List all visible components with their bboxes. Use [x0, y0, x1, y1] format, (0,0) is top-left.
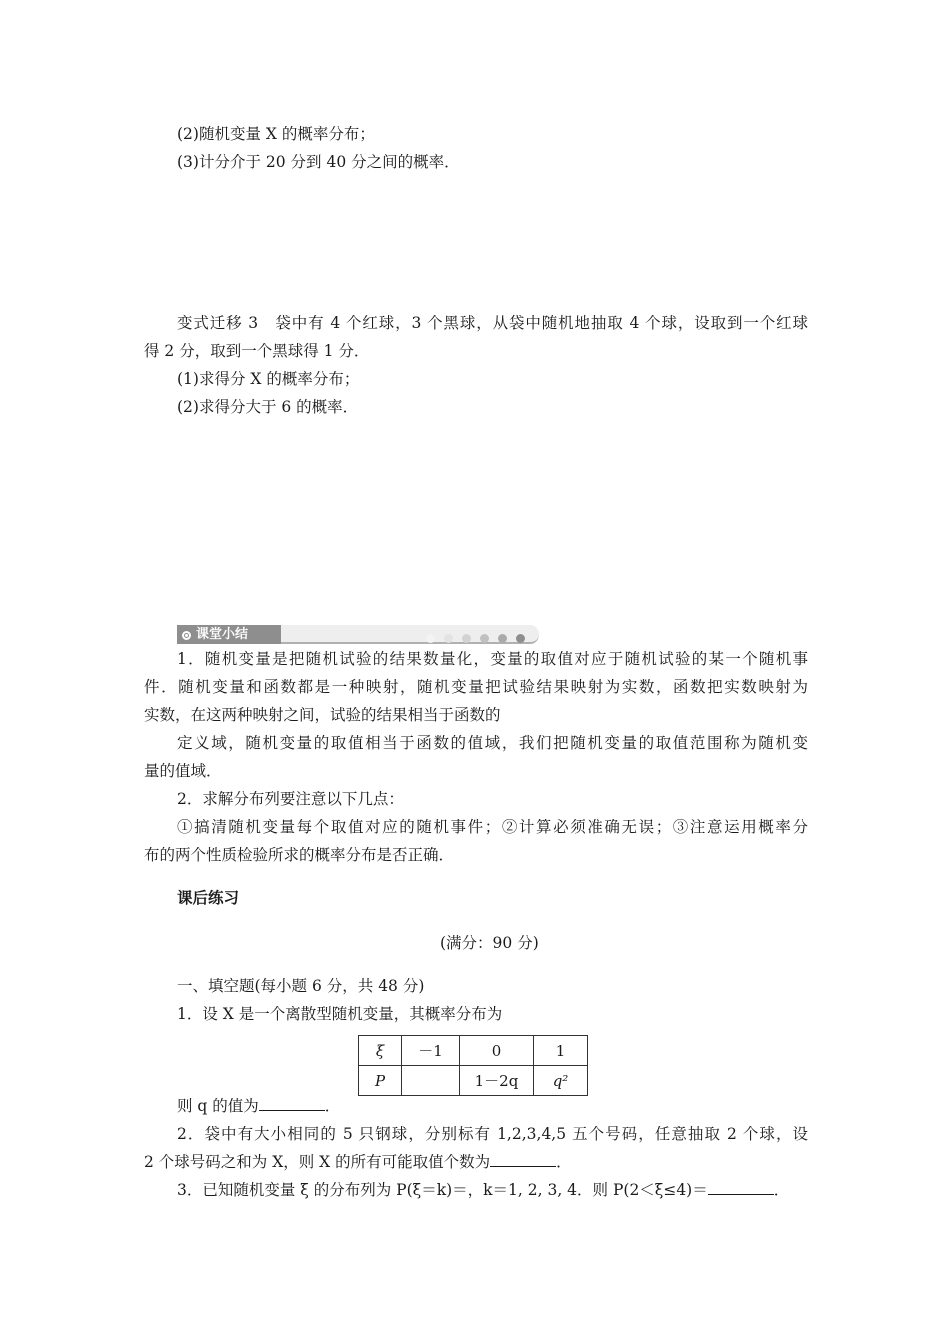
example-item-3: (3)计分介于 20 分到 40 分之间的概率． [177, 153, 460, 171]
question-3-prefix: 3．已知随机变量 ξ 的分布列为 P(ξ＝k)＝，k＝1, 2, 3, 4．则 P(2＜ξ≤4)＝ [177, 1181, 708, 1199]
table-cell: 0 [460, 1036, 534, 1066]
dot-icon [480, 634, 489, 643]
variant3-question-2: (2)求得分大于 6 的概率． [177, 398, 359, 416]
summary-p1-line-3: 实数，在这两种映射之间，试验的结果相当于函数的 [144, 706, 501, 724]
summary-p1-line-1: 1．随机变量是把随机试验的结果数量化，变量的取值对应于随机试验的某一个随机事 [177, 650, 808, 668]
question-1-answer-line [177, 1096, 340, 1116]
dot-icon [444, 634, 453, 643]
target-icon [182, 631, 191, 640]
variant3-line-2: 得 2 分，取到一个黑球得 1 分． [144, 342, 370, 360]
table-row [359, 1066, 588, 1096]
question-1-stem: 1．设 X 是一个离散型随机变量，其概率分布为 [177, 1005, 503, 1023]
answer-blank[interactable] [490, 1152, 556, 1167]
summary-p2: 2．求解分布列要注意以下几点： [177, 790, 404, 808]
answer-blank[interactable] [259, 1096, 325, 1111]
answer-blank[interactable] [708, 1180, 774, 1195]
summary-header-bar [177, 625, 539, 644]
table-cell: 1－2q [460, 1066, 534, 1096]
question-2-line-2-prefix: 2 个球号码之和为 X，则 X 的所有可能取值个数为 [144, 1153, 491, 1171]
question-2-line-2 [144, 1152, 572, 1172]
summary-p3-line-2: 布的两个性质检验所求的概率分布是否正确． [144, 846, 455, 864]
example-item-2: (2)随机变量 X 的概率分布； [177, 125, 375, 143]
variant3-question-1: (1)求得分 X 的概率分布； [177, 370, 360, 388]
practice-score: (满分：90 分) [440, 934, 539, 952]
dot-icon [516, 634, 525, 643]
summary-header-track [281, 625, 539, 644]
summary-p3-line-1: ①搞清随机变量每个取值对应的随机事件；②计算必须准确无误；③注意运用概率分 [177, 818, 808, 836]
question-1-answer-suffix: ． [324, 1097, 341, 1115]
dot-icon [462, 634, 471, 643]
dot-icon [426, 634, 435, 643]
table-cell: q² [534, 1066, 588, 1096]
summary-p1-line-5: 量的值域． [144, 762, 222, 780]
practice-title: 课后练习 [177, 889, 240, 907]
question-2-line-1: 2．袋中有大小相同的 5 只钢球，分别标有 1,2,3,4,5 五个号码，任意抽取 2 个球，设 [177, 1125, 808, 1143]
table-cell: 1 [534, 1036, 588, 1066]
variant3-line-1: 变式迁移 3 袋中有 4 个红球，3 个黑球，从袋中随机地抽取 4 个球，设取到一个红球 [177, 314, 808, 332]
question-3-suffix: ． [773, 1181, 790, 1199]
question-2-line-2-suffix: ． [556, 1153, 572, 1171]
table-cell: ξ [359, 1036, 402, 1066]
summary-header-title: 课堂小结 [196, 627, 249, 642]
section-1-heading: 一、填空题(每小题 6 分，共 48 分) [177, 977, 425, 995]
dot-icon [498, 634, 507, 643]
table-cell: P [359, 1066, 402, 1096]
question-1-answer-prefix: 则 q 的值为 [177, 1097, 259, 1115]
question-3-line [177, 1180, 789, 1200]
summary-p1-line-2: 件．随机变量和函数都是一种映射，随机变量把试验结果映射为实数，函数把实数映射为 [144, 678, 808, 696]
table-row [359, 1036, 588, 1066]
table-cell [402, 1066, 460, 1096]
table-cell: －1 [402, 1036, 460, 1066]
decorative-dots [417, 629, 525, 647]
summary-header-tag [177, 625, 281, 644]
summary-p1-line-4: 定义域，随机变量的取值相当于函数的值域，我们把随机变量的取值范围称为随机变 [177, 734, 808, 752]
distribution-table [358, 1035, 588, 1096]
